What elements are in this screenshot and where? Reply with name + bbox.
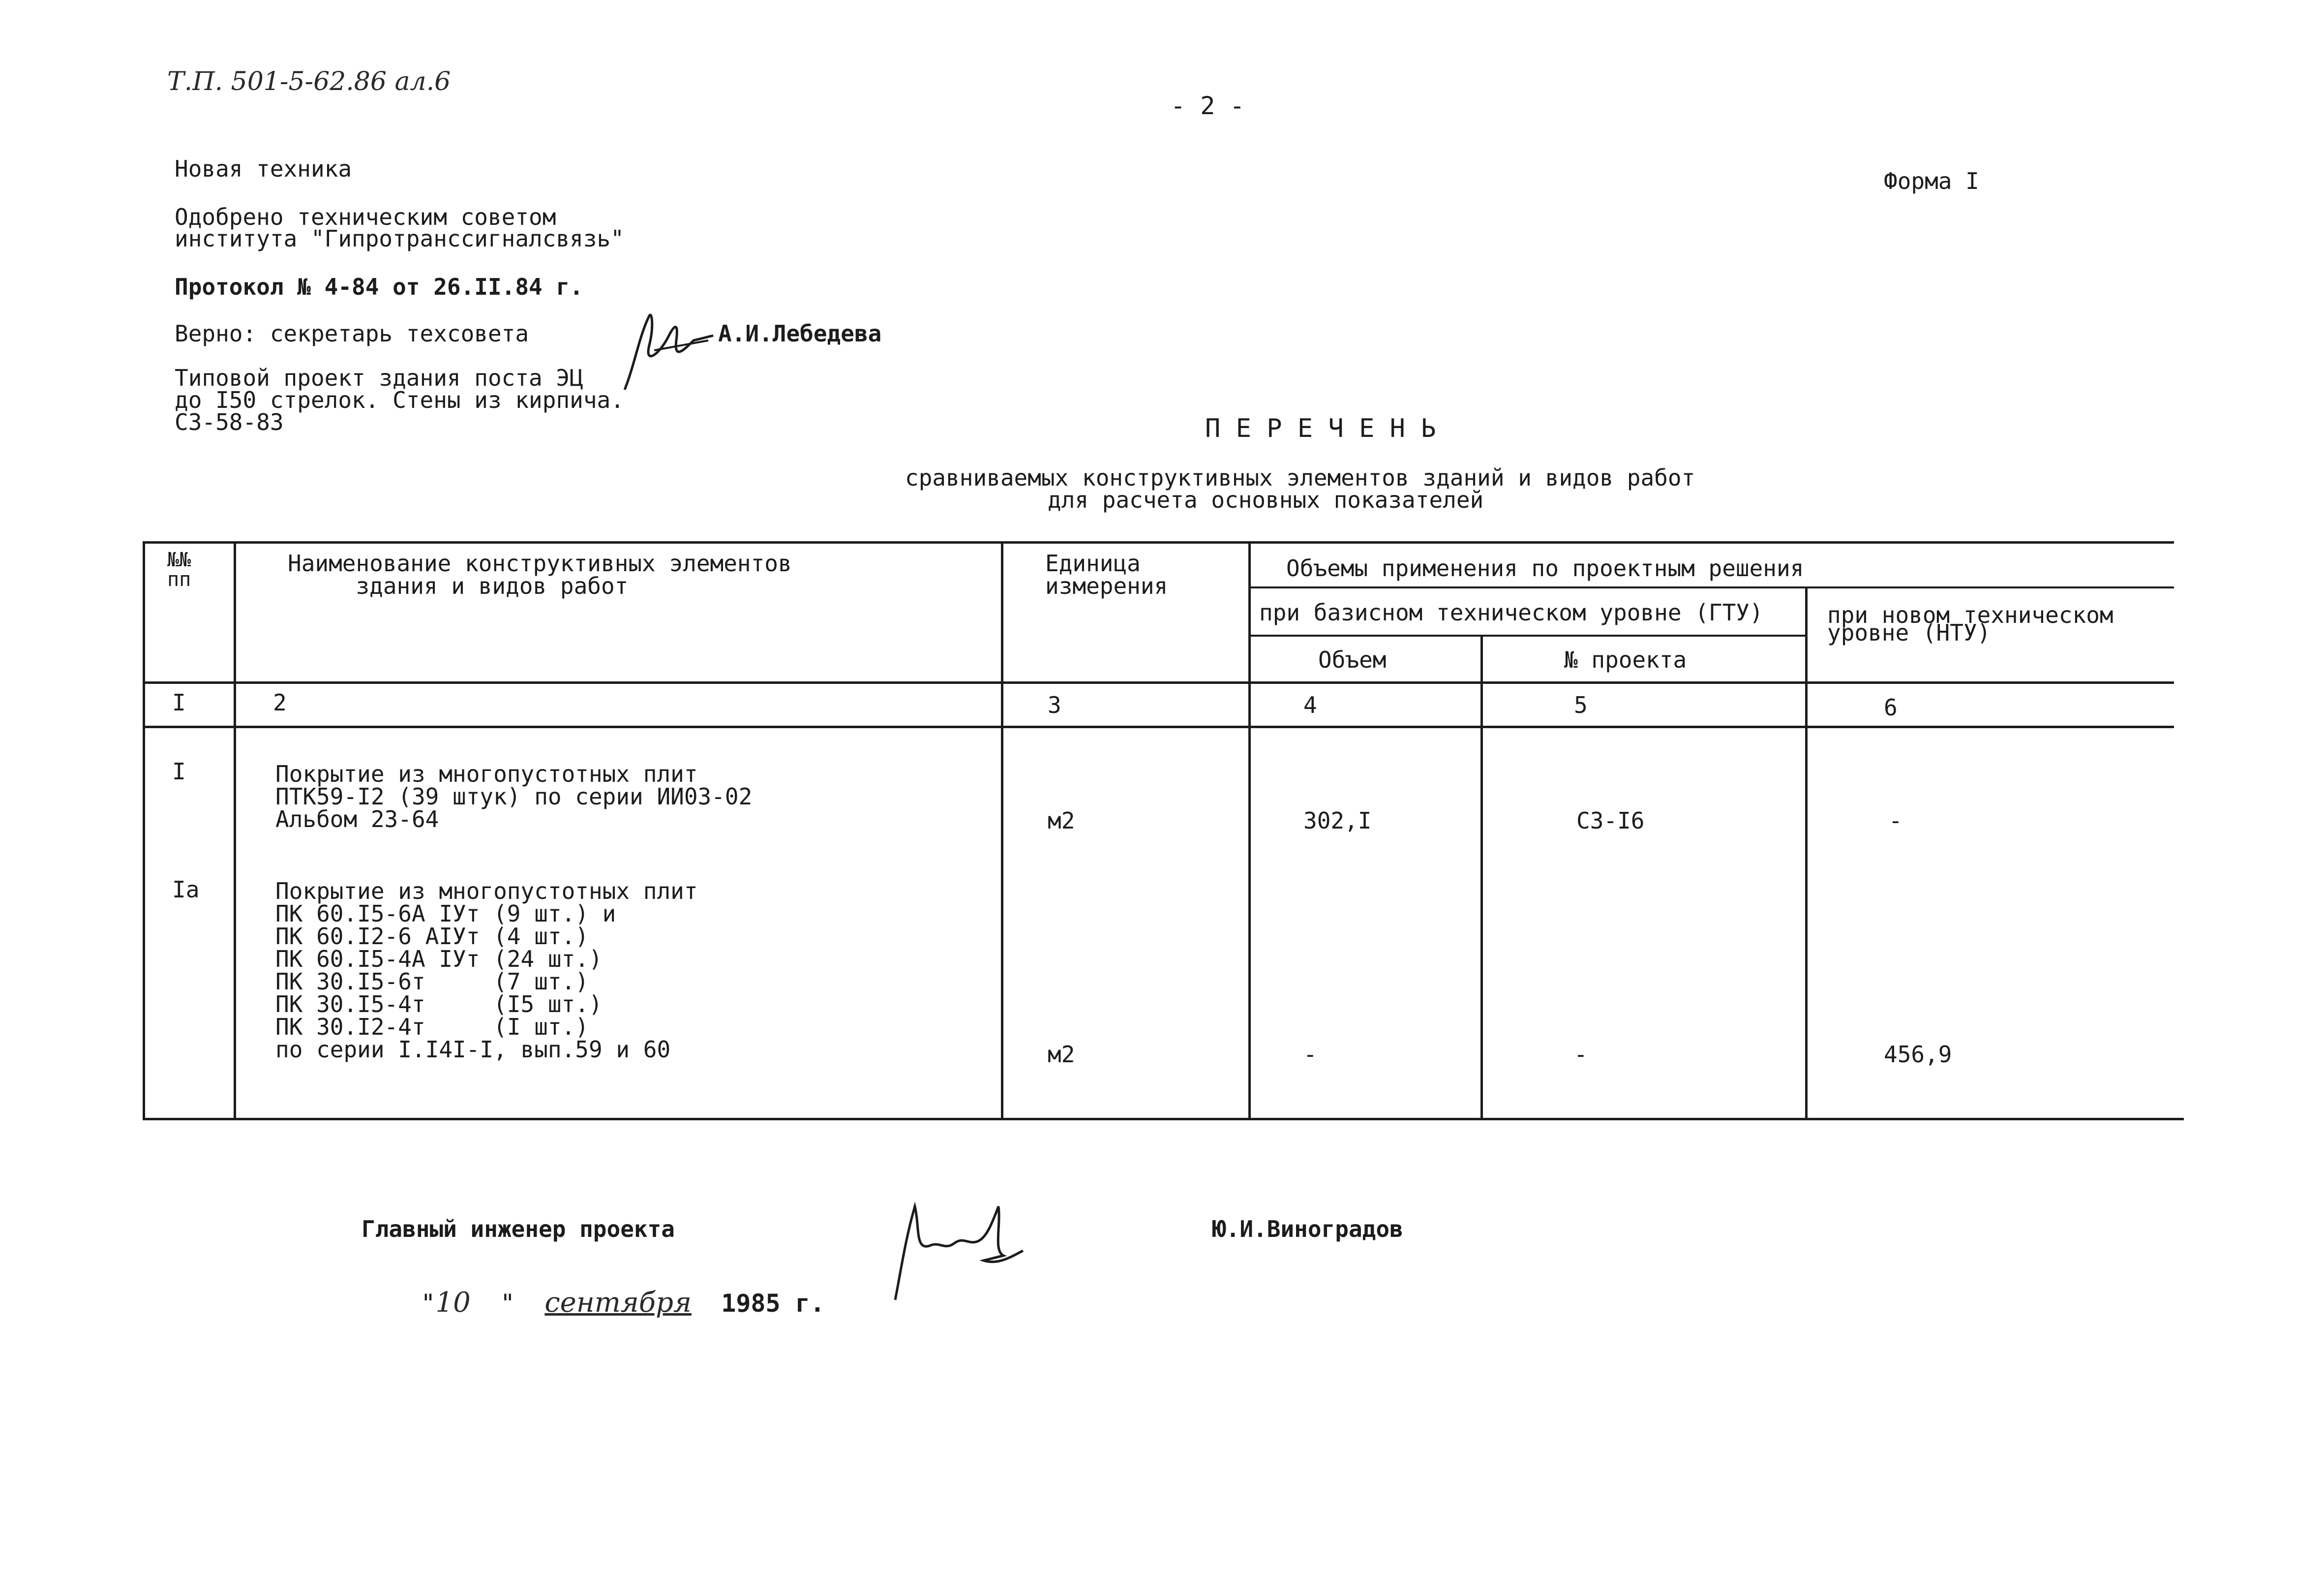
secretary-signature [615, 290, 718, 410]
col-rule-5 [1805, 586, 1808, 1119]
table-bottom-rule [143, 1118, 2184, 1120]
verified-label: Верно: секретарь техсовета [175, 320, 529, 347]
project-line-2: до I50 стрелок. Стены из кирпича. [175, 387, 624, 413]
row-name: Покрытие из многопустотных плит ПТК59-I2 (39 штук) по серии ИИ03-02 Альбом 23-64 [275, 761, 753, 832]
project-line-1: Типовой проект здания поста ЭЦ [175, 365, 583, 391]
header-volumes: Объемы применения по проектным решения [1286, 555, 1804, 582]
rule-under-base-level [1249, 635, 1805, 637]
approved-line-2: института "Гипротранссигналсвязь" [175, 225, 624, 252]
rule-under-volumes [1249, 586, 2174, 588]
form-label: Форма I [1884, 168, 1979, 194]
row-unit: м2 [1048, 807, 1075, 834]
date-year: 1985 г. [721, 1289, 825, 1318]
row-unit: м2 [1048, 1041, 1075, 1068]
header-volume: Объем [1318, 646, 1387, 673]
colnum-4: 4 [1303, 692, 1317, 718]
list-subtitle-2: для расчета основных показателей [1048, 487, 1484, 513]
row-new-level: 456,9 [1884, 1041, 1952, 1068]
row-new-level: - [1889, 807, 1902, 834]
new-tech-label: Новая техника [175, 155, 352, 182]
row-volume: - [1303, 1041, 1317, 1068]
col-rule-3 [1248, 541, 1251, 1119]
protocol-line: Протокол № 4-84 от 26.II.84 г. [175, 274, 583, 300]
colnum-3: 3 [1048, 692, 1061, 718]
chief-engineer-label: Главный инженер проекта [362, 1216, 675, 1242]
row-number: Iа [172, 876, 200, 903]
col-rule-2 [1001, 541, 1003, 1119]
colnum-2: 2 [273, 689, 287, 716]
col-rule-4 [1480, 635, 1483, 1119]
approved-line-1: Одобрено техническим советом [175, 204, 556, 230]
list-title: П Е Р Е Ч Е Н Ь [1205, 414, 1436, 443]
date-day: 10 [435, 1287, 471, 1319]
project-line-3: СЗ-58-83 [175, 409, 284, 435]
row-volume: 302,I [1303, 807, 1372, 834]
row-project-no: СЗ-I6 [1576, 807, 1645, 834]
colnum-5: 5 [1574, 692, 1588, 718]
table-left-rule [143, 541, 145, 1119]
corner-note: Т.П. 501-5-62.86 ал.6 [167, 67, 451, 96]
rule-under-column-numbers [143, 726, 2174, 728]
verified-name: А.И.Лебедева [718, 320, 882, 347]
header-new-level: при новом техническом уровне (НТУ) [1827, 602, 2113, 646]
col-rule-1 [234, 541, 236, 1119]
table-top-rule [143, 541, 2174, 544]
date-month: сентября [544, 1287, 692, 1319]
chief-engineer-signature [885, 1181, 1033, 1321]
header-unit: Единица измерения [1045, 550, 1168, 599]
list-subtitle-1: сравниваемых конструктивных элементов зданий и видов работ [905, 464, 1695, 491]
row-project-no: - [1574, 1041, 1588, 1068]
header-base-level: при базисном техническом уровне (ГТУ) [1259, 599, 1763, 626]
header-project-no: № проекта [1564, 646, 1687, 673]
date-line: "10 " сентября 1985 г. [421, 1287, 825, 1319]
header-name: Наименование конструктивных элементов здания и видов работ [288, 550, 792, 599]
row-name: Покрытие из многопустотных плит ПК 60.I5-6А IУт (9 шт.) и ПК 60.I2-6 АIУт (4 шт.) ПК 60.I5-4А IУт (24 шт.) ПК 30.I5-6т (7 шт.) ПК 30.I5-4т (I5 шт.) ПК 30.I2-4т (I шт.) по серии I.I4I-I, вып.59 и 60 [275, 878, 698, 1063]
header-num: №№ пп [167, 549, 191, 591]
chief-engineer-name: Ю.И.Виноградов [1212, 1216, 1403, 1242]
rule-under-header [143, 681, 2174, 684]
colnum-1: I [172, 689, 186, 716]
colnum-6: 6 [1884, 694, 1898, 721]
page-number: - 2 - [1171, 92, 1245, 120]
row-number: I [172, 758, 186, 785]
